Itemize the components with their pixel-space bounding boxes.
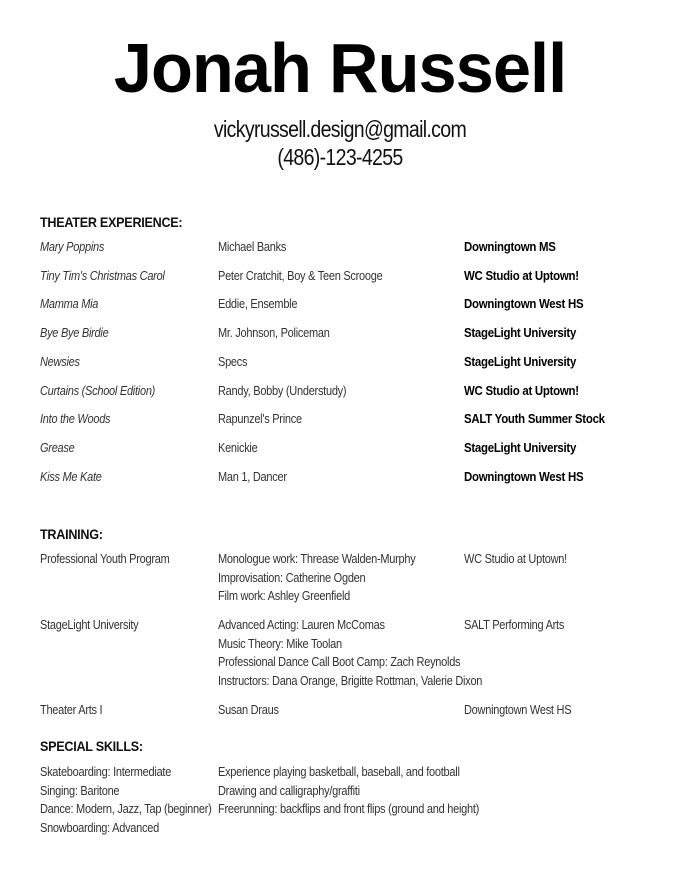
venue: Downingtown West HS (464, 468, 584, 484)
show-title: Kiss Me Kate (40, 469, 102, 484)
skill-item: Snowboarding: Advanced (40, 820, 159, 835)
training-details (218, 550, 416, 606)
skill-item: Experience playing basketball, baseball, and football (218, 765, 460, 779)
theater-row (0, 324, 680, 344)
skill-item: Singing: Baritone (40, 783, 120, 798)
skill-item: Dance: Modern, Jazz, Tap (beginner) (40, 802, 212, 816)
venue: Downingtown MS (464, 239, 556, 254)
detail-line: Film work: Ashley Greenfield (218, 589, 350, 603)
show-title: Mamma Mia (40, 297, 99, 312)
role: Peter Cratchit, Boy & Teen Scrooge (218, 268, 383, 283)
training-place: Downingtown West HS (464, 703, 572, 717)
candidate-name: Jonah Russell (113, 29, 567, 107)
venue: StageLight University (464, 353, 577, 369)
theater-row (0, 238, 680, 258)
training-row (0, 550, 680, 603)
venue: SALT Youth Summer Stock (464, 411, 605, 427)
show-title: Tiny Tim's Christmas Carol (40, 268, 165, 283)
training-heading: TRAINING: (40, 526, 103, 542)
detail-line: Professional Dance Call Boot Camp: Zach Reynolds (218, 655, 461, 669)
training-place: WC Studio at Uptown! (464, 552, 567, 566)
role: Randy, Bobby (Understudy) (218, 383, 347, 398)
theater-row (0, 410, 680, 430)
show-title: Grease (40, 440, 75, 455)
skills-block (0, 763, 680, 835)
training-row (0, 701, 680, 721)
detail-line: Susan Draus (218, 703, 279, 717)
role: Michael Banks (218, 240, 287, 254)
skills-left (40, 763, 212, 837)
skills-heading: SPECIAL SKILLS: (40, 738, 143, 754)
training-row (0, 616, 680, 688)
venue: StageLight University (464, 439, 577, 455)
skills-right (218, 763, 479, 819)
role: Man 1, Dancer (218, 469, 287, 484)
theater-row (0, 439, 680, 459)
theater-row (0, 267, 680, 287)
role: Kenickie (218, 440, 258, 455)
venue: Downingtown West HS (464, 296, 584, 312)
theater-row (0, 295, 680, 315)
theater-row (0, 468, 680, 488)
skill-item: Freerunning: backflips and front flips (ground and height) (218, 802, 480, 816)
show-title: Into the Woods (40, 412, 111, 427)
detail-line: Advanced Acting: Lauren McComas (218, 618, 385, 632)
skill-item: Skateboarding: Intermediate (40, 765, 172, 779)
role: Rapunzel's Prince (218, 412, 302, 427)
email: vickyrussell.design@gmail.com (213, 116, 467, 142)
training-place: SALT Performing Arts (464, 618, 565, 632)
show-title: Newsies (40, 354, 80, 369)
skill-item: Drawing and calligraphy/graffiti (218, 783, 360, 798)
show-title: Mary Poppins (40, 240, 105, 254)
detail-line: Monologue work: Threase Walden-Murphy (218, 552, 416, 566)
theater-heading: THEATER EXPERIENCE: (40, 214, 183, 230)
theater-row (0, 353, 680, 373)
role: Specs (218, 354, 248, 369)
role: Eddie, Ensemble (218, 297, 298, 312)
training-details (218, 701, 279, 720)
show-title: Bye Bye Birdie (40, 326, 109, 341)
program: Professional Youth Program (40, 552, 170, 566)
detail-line: Improvisation: Catherine Ogden (218, 570, 366, 585)
detail-line: Instructors: Dana Orange, Brigitte Rottman, Valerie Dixon (218, 673, 483, 688)
show-title: Curtains (School Edition) (40, 383, 156, 398)
program: Theater Arts I (40, 703, 103, 717)
venue: WC Studio at Uptown! (464, 382, 579, 398)
venue: StageLight University (464, 325, 577, 341)
role: Mr. Johnson, Policeman (218, 326, 330, 341)
detail-line: Music Theory: Mike Toolan (218, 636, 342, 651)
training-details (218, 616, 482, 690)
phone: (486)-123-4255 (277, 144, 403, 170)
venue: WC Studio at Uptown! (464, 267, 579, 283)
theater-row (0, 382, 680, 402)
program: StageLight University (40, 618, 139, 632)
